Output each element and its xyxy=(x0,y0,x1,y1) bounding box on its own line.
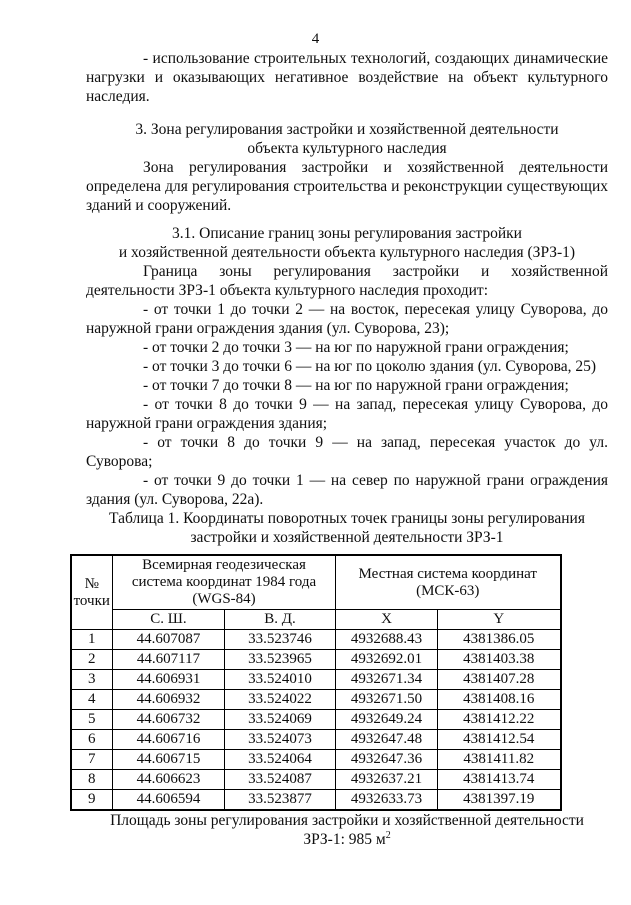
table-header-group-row xyxy=(71,555,561,610)
cell-y: 4381386.05 xyxy=(438,630,561,650)
column-header-x: X xyxy=(336,610,438,630)
cell-y: 4381411.82 xyxy=(438,750,561,770)
area-value: ЗРЗ-1: 985 м xyxy=(303,831,386,848)
cell-lat: 44.606594 xyxy=(113,790,225,811)
table-row xyxy=(71,630,561,650)
cell-point: 6 xyxy=(71,730,113,750)
boundary-item: - от точки 7 до точки 8 — на юг по наружной грани ограждения; xyxy=(143,377,569,394)
table-row xyxy=(71,790,561,811)
table-row xyxy=(71,710,561,730)
cell-lon: 33.524022 xyxy=(225,690,336,710)
table-row xyxy=(71,750,561,770)
cell-y: 4381413.74 xyxy=(438,770,561,790)
cell-lat: 44.606932 xyxy=(113,690,225,710)
cell-lat: 44.607087 xyxy=(113,630,225,650)
cell-lon: 33.523877 xyxy=(225,790,336,811)
cell-x: 4932671.50 xyxy=(336,690,438,710)
page-number: 4 xyxy=(311,31,320,47)
page-content xyxy=(86,49,608,547)
cell-x: 4932649.24 xyxy=(336,710,438,730)
section-3-heading xyxy=(86,120,608,158)
table-1-caption-line-1: Таблица 1. Координаты поворотных точек границы зоны регулирования xyxy=(109,510,585,527)
cell-point: 2 xyxy=(71,650,113,670)
cell-point: 7 xyxy=(71,750,113,770)
cell-lon: 33.524073 xyxy=(225,730,336,750)
cell-lat: 44.606931 xyxy=(113,670,225,690)
column-header-y: Y xyxy=(438,610,561,630)
area-statement xyxy=(86,811,608,849)
cell-x: 4932633.73 xyxy=(336,790,438,811)
table-row xyxy=(71,730,561,750)
paragraph-construction-technologies: - использование строительных технологий, создающих динамические нагрузки и оказывающих негативное воздействие на объект культурного наследия. xyxy=(86,50,608,105)
cell-lat: 44.606623 xyxy=(113,770,225,790)
boundary-item: - от точки 2 до точки 3 — на юг по наружной грани ограждения; xyxy=(143,339,569,356)
cell-point: 1 xyxy=(71,630,113,650)
cell-lat: 44.606716 xyxy=(113,730,225,750)
cell-lon: 33.523746 xyxy=(225,630,336,650)
cell-point: 8 xyxy=(71,770,113,790)
column-header-wgs84: Всемирная геодезическая система координат 1984 года (WGS-84) xyxy=(113,555,336,610)
boundary-item: - от точки 1 до точки 2 — на восток, пересекая улицу Суворова, до наружной грани ограждения здания (ул. Суворова, 23); xyxy=(86,301,608,337)
column-header-point-number: № точки xyxy=(71,555,113,630)
table-row xyxy=(71,690,561,710)
paragraph-zone-purpose: Зона регулирования застройки и хозяйственной деятельности определена для регулирования строительства и реконструкции существующих зданий и сооружений. xyxy=(86,159,608,214)
boundary-list xyxy=(86,300,608,509)
boundary-item: - от точки 3 до точки 6 — на юг по цоколю здания (ул. Суворова, 25) xyxy=(143,358,596,375)
cell-point: 3 xyxy=(71,670,113,690)
cell-y: 4381403.38 xyxy=(438,650,561,670)
cell-lon: 33.524064 xyxy=(225,750,336,770)
table-header-sub-row xyxy=(71,610,561,630)
coordinates-table xyxy=(70,554,562,811)
cell-y: 4381407.28 xyxy=(438,670,561,690)
boundary-item: - от точки 9 до точки 1 — на север по наружной грани ограждения здания (ул. Суворова, 22а). xyxy=(86,472,608,508)
table-row xyxy=(71,770,561,790)
cell-lon: 33.524069 xyxy=(225,710,336,730)
section-3-1-heading-line-1: 3.1. Описание границ зоны регулирования застройки xyxy=(172,225,522,242)
cell-lon: 33.524087 xyxy=(225,770,336,790)
cell-x: 4932671.34 xyxy=(336,670,438,690)
cell-x: 4932637.21 xyxy=(336,770,438,790)
cell-lat: 44.607117 xyxy=(113,650,225,670)
cell-y: 4381397.19 xyxy=(438,790,561,811)
column-header-longitude: В. Д. xyxy=(225,610,336,630)
section-3-heading-line-1: 3. Зона регулирования застройки и хозяйственной деятельности xyxy=(135,121,559,138)
column-header-msk63: Местная система координат (МСК-63) xyxy=(336,555,561,610)
paragraph-boundary-intro: Граница зоны регулирования застройки и хозяйственной деятельности ЗРЗ-1 объекта культурного наследия проходит: xyxy=(86,263,608,299)
boundary-item: - от точки 8 до точки 9 — на запад, пересекая улицу Суворова, до наружной грани ограждения здания; xyxy=(86,396,608,432)
cell-y: 4381412.54 xyxy=(438,730,561,750)
cell-lat: 44.606715 xyxy=(113,750,225,770)
cell-x: 4932647.48 xyxy=(336,730,438,750)
area-statement-line-2 xyxy=(86,830,608,849)
table-1-caption xyxy=(86,509,608,547)
cell-y: 4381408.16 xyxy=(438,690,561,710)
cell-y: 4381412.22 xyxy=(438,710,561,730)
section-3-heading-line-2: объекта культурного наследия xyxy=(247,140,447,157)
cell-x: 4932688.43 xyxy=(336,630,438,650)
column-header-latitude: С. Ш. xyxy=(113,610,225,630)
table-1-caption-line-2: застройки и хозяйственной деятельности ЗРЗ-1 xyxy=(190,529,504,546)
cell-x: 4932692.01 xyxy=(336,650,438,670)
area-superscript: 2 xyxy=(385,829,391,841)
boundary-item: - от точки 8 до точки 9 — на запад, пересекая участок до ул. Суворова; xyxy=(86,434,608,470)
cell-lon: 33.524010 xyxy=(225,670,336,690)
table-row xyxy=(71,670,561,690)
cell-point: 9 xyxy=(71,790,113,811)
section-3-1-heading-line-2: и хозяйственной деятельности объекта культурного наследия (ЗРЗ-1) xyxy=(118,244,576,261)
cell-lon: 33.523965 xyxy=(225,650,336,670)
table-row xyxy=(71,650,561,670)
area-statement-line-1: Площадь зоны регулирования застройки и хозяйственной деятельности xyxy=(110,812,584,829)
cell-point: 5 xyxy=(71,710,113,730)
cell-lat: 44.606732 xyxy=(113,710,225,730)
cell-point: 4 xyxy=(71,690,113,710)
cell-x: 4932647.36 xyxy=(336,750,438,770)
section-3-1-heading xyxy=(86,224,608,262)
